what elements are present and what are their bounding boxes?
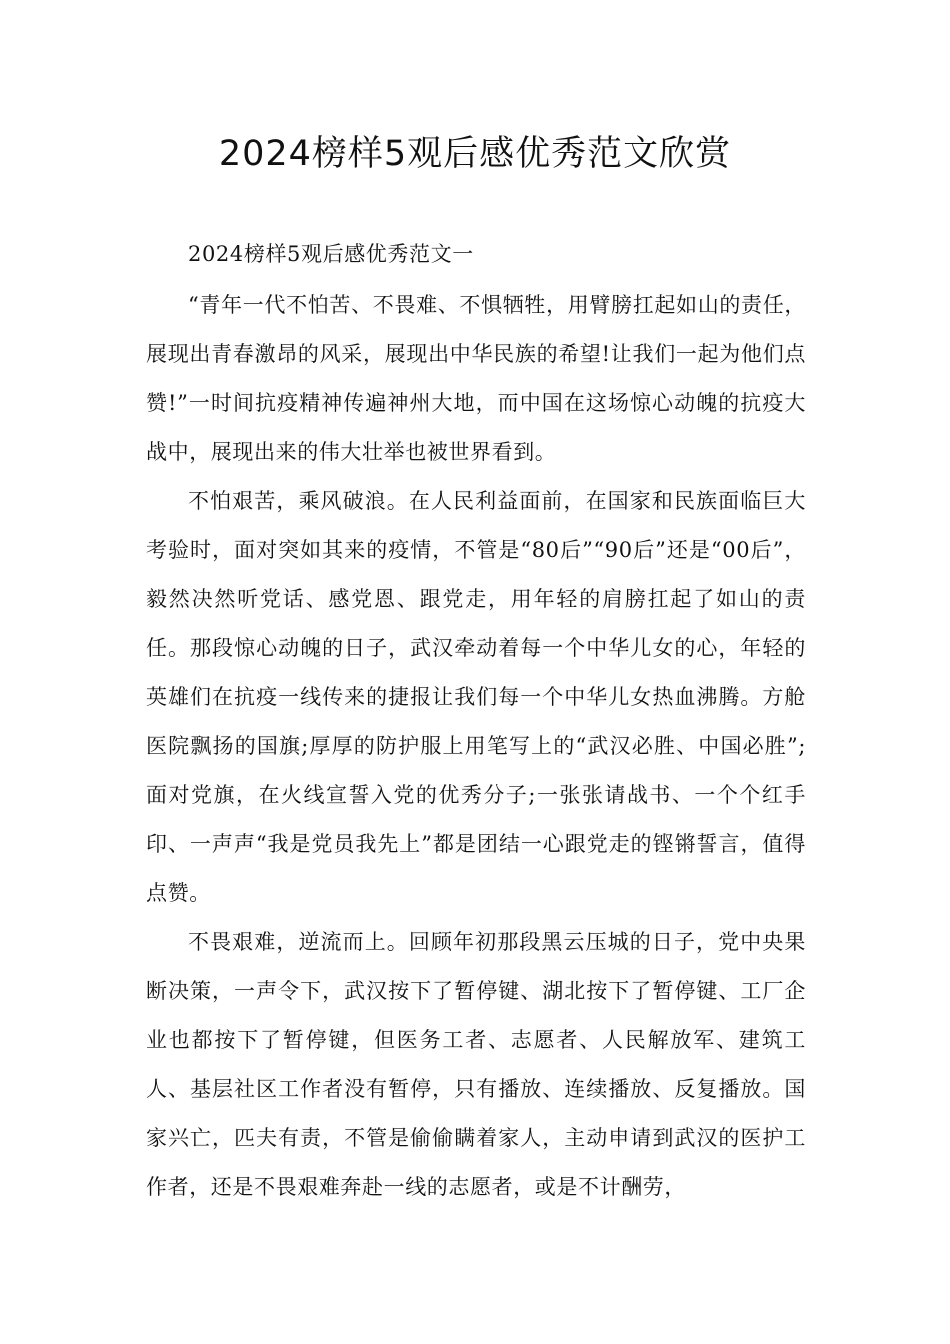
paragraph-1: “青年一代不怕苦、不畏难、不惧牺牲，用臂膀扛起如山的责任，展现出青春激昂的风采，展现出中华民族的希望!让我们一起为他们点赞!”一时间抗疫精神传遍神州大地，而中国在这场惊心动魄的抗疫大战中，展现出来的伟大壮举也被世界看到。: [146, 293, 806, 464]
essay-subtitle: 2024榜样5观后感优秀范文一: [188, 242, 474, 266]
paragraph-3: 不畏艰难，逆流而上。回顾年初那段黑云压城的日子，党中央果断决策，一声令下，武汉按下了暂停键、湖北按下了暂停键、工厂企业也都按下了暂停键，但医务工者、志愿者、人民解放军、建筑工人、基层社区工作者没有暂停，只有播放、连续播放、反复播放。国家兴亡，匹夫有责，不管是偷偷瞒着家人，主动申请到武汉的医护工作者，还是不畏艰难奔赴一线的志愿者，或是不计酬劳，: [146, 930, 806, 1199]
document-body: [146, 230, 806, 1212]
paragraph-2: 不怕艰苦，乘风破浪。在人民利益面前，在国家和民族面临巨大考验时，面对突如其来的疫情，不管是“80后”“90后”还是“00后”，毅然决然听党话、感党恩、跟党走，用年轻的肩膀扛起了如山的责任。那段惊心动魄的日子，武汉牵动着每一个中华儿女的心，年轻的英雄们在抗疫一线传来的捷报让我们每一个中华儿女热血沸腾。方舱医院飘扬的国旗;厚厚的防护服上用笔写上的“武汉必胜、中国必胜”;面对党旗，在火线宣誓入党的优秀分子;一张张请战书、一个个红手印、一声声“我是党员我先上”都是团结一心跟党走的铿锵誓言，值得点赞。: [146, 489, 806, 905]
document-title: 2024榜样5观后感优秀范文欣赏: [218, 134, 732, 174]
